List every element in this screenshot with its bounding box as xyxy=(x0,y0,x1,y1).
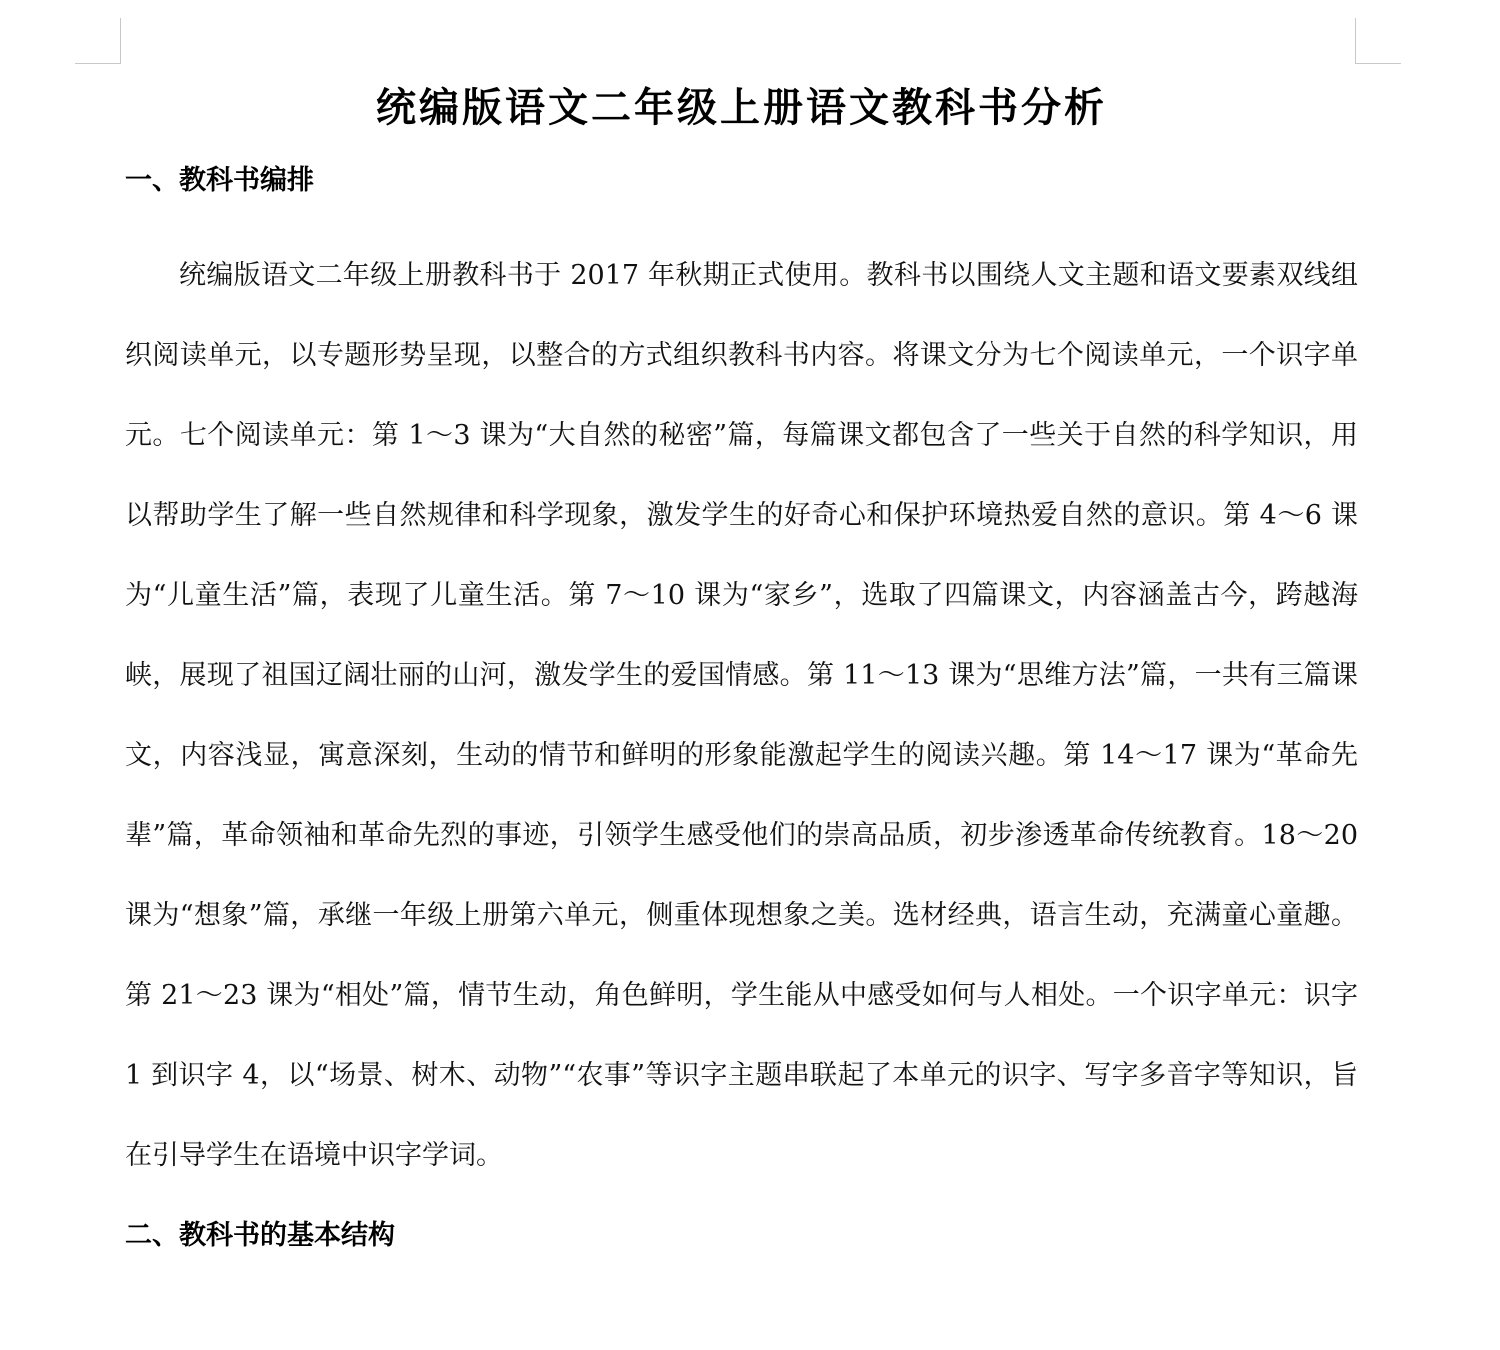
section-heading-structure: 二、教科书的基本结构 xyxy=(125,1220,395,1251)
section-heading-layout: 一、教科书编排 xyxy=(125,165,314,196)
crop-mark-top-right xyxy=(1355,18,1356,64)
crop-mark-top-right xyxy=(1355,63,1401,64)
section-paragraph-layout: 统编版语文二年级上册教科书于 2017 年秋期正式使用。教科书以围绕人文主题和语文要素双线组织阅读单元，以专题形势呈现，以整合的方式组织教科书内容。将课文分为七个阅读单元，一个识字单元。七个阅读单元：第 1～3 课为“大自然的秘密”篇，每篇课文都包含了一些关于自然的科学知识，用以帮助学生了解一些自然规律和科学现象，激发学生的好奇心和保护环境热爱自然的意识。第 4～6 课为“儿童生活”篇，表现了儿童生活。第 7～10 课为“家乡”，选取了四篇课文，内容涵盖古今，跨越海峡，展现了祖国辽阔壮丽的山河，激发学生的爱国情感。第 11～13 课为“思维方法”篇，一共有三篇课文，内容浅显，寓意深刻，生动的情节和鲜明的形象能激起学生的阅读兴趣。第 14～17 课为“革命先辈”篇，革命领袖和革命先烈的事迹，引领学生感受他们的崇高品质，初步渗透革命传统教育。18～20 课为“想象”篇，承继一年级上册第六单元，侧重体现想象之美。选材经典，语言生动，充满童心童趣。第 21～23 课为“相处”篇，情节生动，角色鲜明，学生能从中感受如何与人相处。一个识字单元：识字 1 到识字 4，以“场景、树木、动物”“农事”等识字主题串联起了本单元的识字、写字多音字等知识，旨在引导学生在语境中识字学词。 xyxy=(125,260,1358,1171)
crop-mark-top-left xyxy=(75,63,121,64)
crop-mark-top-left xyxy=(120,18,121,64)
document-body xyxy=(125,78,1358,1276)
document-title: 统编版语文二年级上册语文教科书分析 xyxy=(376,85,1107,131)
